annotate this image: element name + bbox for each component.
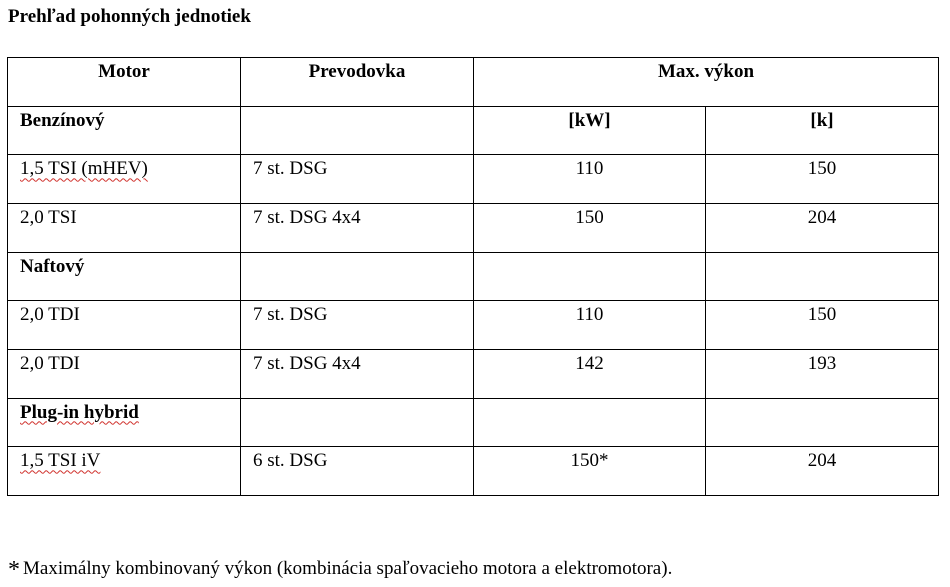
header-row <box>8 58 939 107</box>
category-row-diesel <box>8 252 939 301</box>
gearbox-cell: 7 st. DSG <box>241 155 474 204</box>
footnote-marker: * <box>8 557 20 583</box>
table-row <box>8 203 939 252</box>
header-max-power: Max. výkon <box>474 58 939 107</box>
table-row <box>8 155 939 204</box>
gearbox-cell: 7 st. DSG 4x4 <box>241 203 474 252</box>
kw-cell: 110 <box>474 301 706 350</box>
footnote-text: Maximálny kombinovaný výkon (kombinácia spaľovacieho motora a elektromotora). <box>23 558 673 579</box>
engine-cell: 2,0 TDI <box>8 301 241 350</box>
category-petrol: Benzínový <box>8 106 241 155</box>
table-row <box>8 447 939 496</box>
table-row <box>8 349 939 398</box>
document-title: Prehľad pohonných jednotiek <box>8 6 251 27</box>
kw-cell: 150* <box>474 447 706 496</box>
engine-name: 1,5 TSI (mHEV) <box>20 158 148 180</box>
kw-cell: 150 <box>474 203 706 252</box>
empty-cell <box>474 252 706 301</box>
header-motor: Motor <box>8 58 241 107</box>
engine-cell <box>8 155 241 204</box>
kw-cell: 142 <box>474 349 706 398</box>
powertrain-table <box>7 57 939 496</box>
empty-cell <box>241 106 474 155</box>
category-phev-cell <box>8 398 241 447</box>
hp-cell: 150 <box>706 155 939 204</box>
category-row-petrol <box>8 106 939 155</box>
category-row-phev <box>8 398 939 447</box>
engine-name: 1,5 TSI iV <box>20 450 101 472</box>
hp-cell: 193 <box>706 349 939 398</box>
engine-cell <box>8 447 241 496</box>
empty-cell <box>706 252 939 301</box>
unit-hp: [k] <box>706 106 939 155</box>
category-phev: Plug-in hybrid <box>20 401 139 423</box>
header-gearbox: Prevodovka <box>241 58 474 107</box>
hp-cell: 204 <box>706 447 939 496</box>
empty-cell <box>241 252 474 301</box>
gearbox-cell: 6 st. DSG <box>241 447 474 496</box>
gearbox-cell: 7 st. DSG 4x4 <box>241 349 474 398</box>
table-row <box>8 301 939 350</box>
category-diesel: Naftový <box>8 252 241 301</box>
hp-cell: 150 <box>706 301 939 350</box>
footnote <box>8 557 672 584</box>
engine-cell: 2,0 TSI <box>8 203 241 252</box>
empty-cell <box>706 398 939 447</box>
empty-cell <box>241 398 474 447</box>
engine-cell: 2,0 TDI <box>8 349 241 398</box>
gearbox-cell: 7 st. DSG <box>241 301 474 350</box>
hp-cell: 204 <box>706 203 939 252</box>
empty-cell <box>474 398 706 447</box>
unit-kw: [kW] <box>474 106 706 155</box>
kw-cell: 110 <box>474 155 706 204</box>
